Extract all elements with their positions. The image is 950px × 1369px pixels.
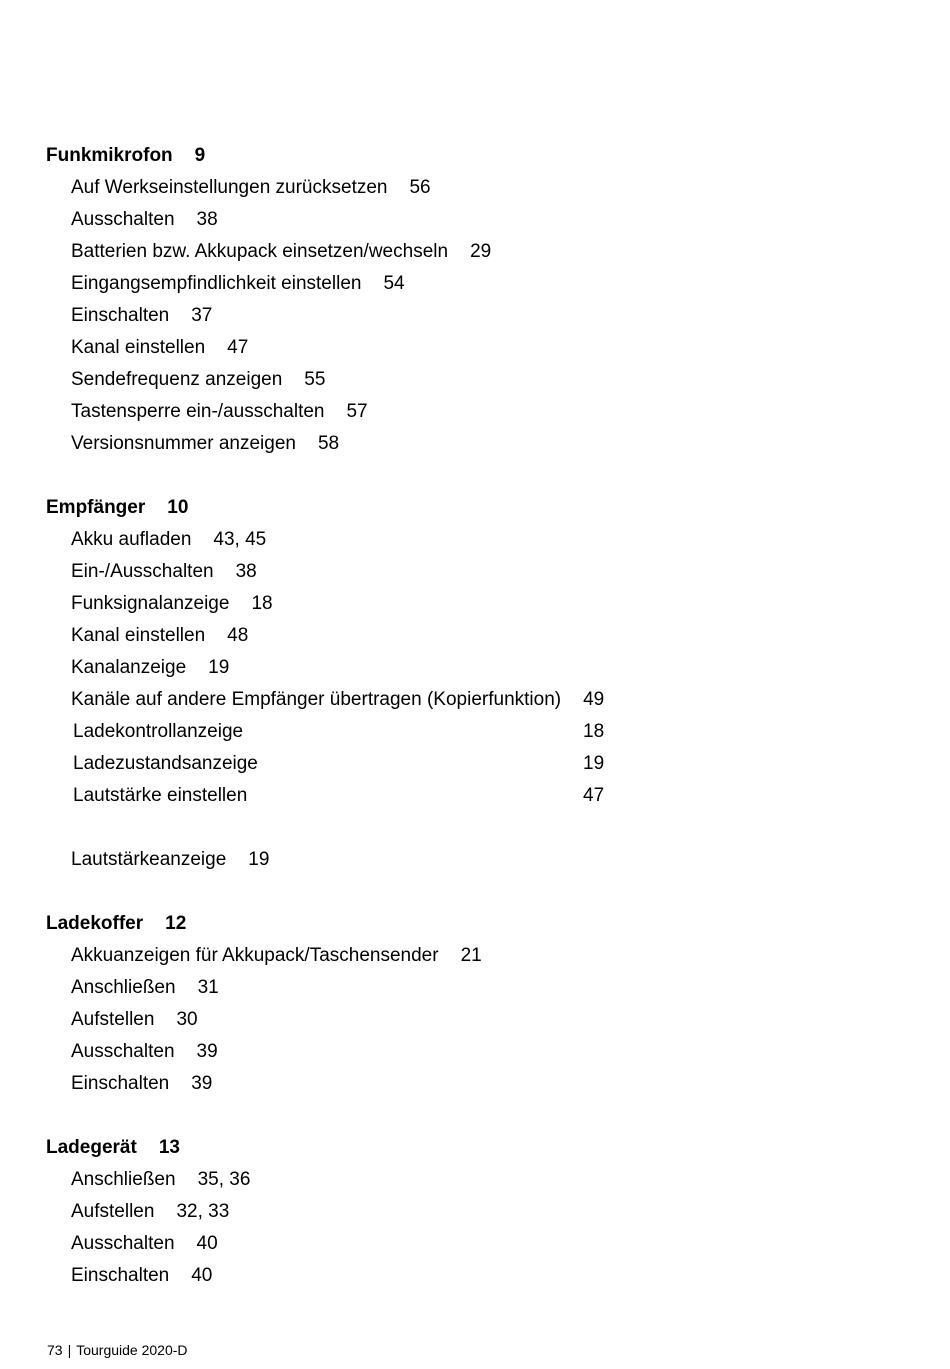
entry-label: Ausschalten bbox=[71, 1041, 175, 1062]
entry-label: Tastensperre ein-/ausschalten bbox=[71, 401, 325, 422]
entry-label: Aufstellen bbox=[71, 1201, 155, 1222]
blank-line bbox=[46, 812, 926, 844]
entry-label: Kanal einstellen bbox=[71, 337, 206, 358]
entry-label: Ein-/Ausschalten bbox=[71, 561, 214, 582]
index-entry bbox=[46, 268, 926, 300]
section-heading bbox=[46, 140, 926, 172]
entry-label: Versionsnummer anzeigen bbox=[71, 433, 296, 454]
entry-label: Einschalten bbox=[71, 1265, 170, 1286]
entry-label: Ausschalten bbox=[71, 1233, 175, 1254]
entry-label: Batterien bzw. Akkupack einsetzen/wechseln bbox=[71, 241, 449, 262]
index-entry bbox=[46, 684, 926, 716]
entry-label: Kanalanzeige bbox=[71, 657, 187, 678]
entry-page: 47 bbox=[227, 337, 249, 358]
entry-page: 43, 45 bbox=[213, 529, 267, 550]
entry-label: Kanäle auf andere Empfänger übertragen (Kopierfunktion) bbox=[71, 689, 562, 710]
section-heading bbox=[46, 1132, 926, 1164]
entry-page: 40 bbox=[191, 1265, 213, 1286]
entry-page: 31 bbox=[197, 977, 219, 998]
entry-label: Lautstärkeanzeige bbox=[71, 849, 227, 870]
entry-page: 57 bbox=[346, 401, 368, 422]
heading-page: 10 bbox=[167, 497, 189, 518]
heading-label: Funkmikrofon bbox=[46, 145, 173, 166]
heading-label: Empfänger bbox=[46, 497, 146, 518]
entry-label: Ladekontrollanzeige bbox=[73, 721, 244, 742]
page-footer bbox=[47, 1340, 188, 1360]
entry-page: 47 bbox=[583, 785, 605, 806]
index-entry bbox=[46, 1228, 926, 1260]
entry-label: Einschalten bbox=[71, 305, 170, 326]
entry-page: 19 bbox=[583, 753, 605, 774]
entry-page: 58 bbox=[317, 433, 340, 454]
index-entry bbox=[46, 364, 926, 396]
heading-page: 12 bbox=[165, 913, 187, 934]
index-section-ladekoffer bbox=[46, 908, 926, 1100]
index-entry bbox=[46, 652, 926, 684]
index-entry-tabbed bbox=[46, 780, 926, 812]
entry-page: 30 bbox=[176, 1009, 198, 1030]
index-entry bbox=[46, 1260, 926, 1292]
entry-page: 48 bbox=[227, 625, 249, 646]
index-entry bbox=[46, 1004, 926, 1036]
footer-separator: | bbox=[67, 1342, 72, 1358]
index-section-ladegeraet bbox=[46, 1132, 926, 1292]
entry-label: Akku aufladen bbox=[71, 529, 192, 550]
index-entry-tabbed bbox=[46, 748, 926, 780]
entry-page: 38 bbox=[235, 561, 257, 582]
index-entry bbox=[46, 428, 926, 460]
entry-label: Einschalten bbox=[71, 1073, 170, 1094]
index-entry bbox=[46, 172, 926, 204]
index-entry bbox=[46, 940, 926, 972]
index-entry bbox=[46, 1196, 926, 1228]
entry-label: Ausschalten bbox=[71, 209, 175, 230]
index-entry-tabbed bbox=[46, 716, 926, 748]
index-section-funkmikrofon bbox=[46, 140, 926, 460]
entry-label: Kanal einstellen bbox=[71, 625, 206, 646]
index-entry bbox=[46, 300, 926, 332]
entry-page: 54 bbox=[383, 273, 405, 294]
entry-page: 39 bbox=[191, 1073, 213, 1094]
footer-document-title: Tourguide 2020-D bbox=[76, 1342, 188, 1358]
index-section-empfaenger bbox=[46, 492, 926, 876]
index-entry bbox=[46, 236, 926, 268]
index-entry bbox=[46, 556, 926, 588]
entry-page: 18 bbox=[251, 593, 273, 614]
entry-label: Anschließen bbox=[71, 1169, 176, 1190]
entry-page: 55 bbox=[304, 369, 326, 390]
footer-page-number: 73 bbox=[47, 1342, 63, 1358]
index-entry bbox=[46, 332, 926, 364]
entry-page: 21 bbox=[460, 945, 482, 966]
section-heading bbox=[46, 908, 926, 940]
entry-label: Lautstärke einstellen bbox=[73, 785, 248, 806]
entry-page: 37 bbox=[191, 305, 213, 326]
entry-page: 39 bbox=[196, 1041, 218, 1062]
index-entry bbox=[46, 1036, 926, 1068]
entry-page: 18 bbox=[583, 721, 605, 742]
entry-page: 19 bbox=[248, 849, 270, 870]
entry-label: Funksignalanzeige bbox=[71, 593, 230, 614]
entry-label: Auf Werkseinstellungen zurücksetzen bbox=[71, 177, 388, 198]
entry-page: 19 bbox=[208, 657, 230, 678]
index-entry bbox=[46, 620, 926, 652]
entry-label: Anschließen bbox=[71, 977, 176, 998]
entry-page: 35, 36 bbox=[197, 1169, 251, 1190]
index-entry bbox=[46, 524, 926, 556]
entry-page: 56 bbox=[409, 177, 431, 198]
entry-page: 49 bbox=[583, 689, 605, 710]
index-entry bbox=[46, 1164, 926, 1196]
entry-label: Aufstellen bbox=[71, 1009, 155, 1030]
entry-label: Akkuanzeigen für Akkupack/Taschensender bbox=[71, 945, 439, 966]
index-entry bbox=[46, 1068, 926, 1100]
entry-page: 32, 33 bbox=[176, 1201, 230, 1222]
entry-label: Ladezustandsanzeige bbox=[73, 753, 258, 774]
index-entry bbox=[46, 588, 926, 620]
index-entry bbox=[46, 844, 926, 876]
entry-label: Sendefrequenz anzeigen bbox=[71, 369, 283, 390]
index-entry bbox=[46, 204, 926, 236]
index-entry bbox=[46, 396, 926, 428]
heading-label: Ladekoffer bbox=[46, 913, 144, 934]
entry-label: Eingangsempfindlichkeit einstellen bbox=[71, 273, 362, 294]
entry-page: 38 bbox=[196, 209, 218, 230]
heading-label: Ladegerät bbox=[46, 1137, 137, 1158]
heading-page: 13 bbox=[158, 1137, 180, 1158]
index-entry bbox=[46, 972, 926, 1004]
entry-page: 29 bbox=[470, 241, 492, 262]
heading-page: 9 bbox=[194, 145, 206, 166]
entry-page: 40 bbox=[196, 1233, 218, 1254]
section-heading bbox=[46, 492, 926, 524]
